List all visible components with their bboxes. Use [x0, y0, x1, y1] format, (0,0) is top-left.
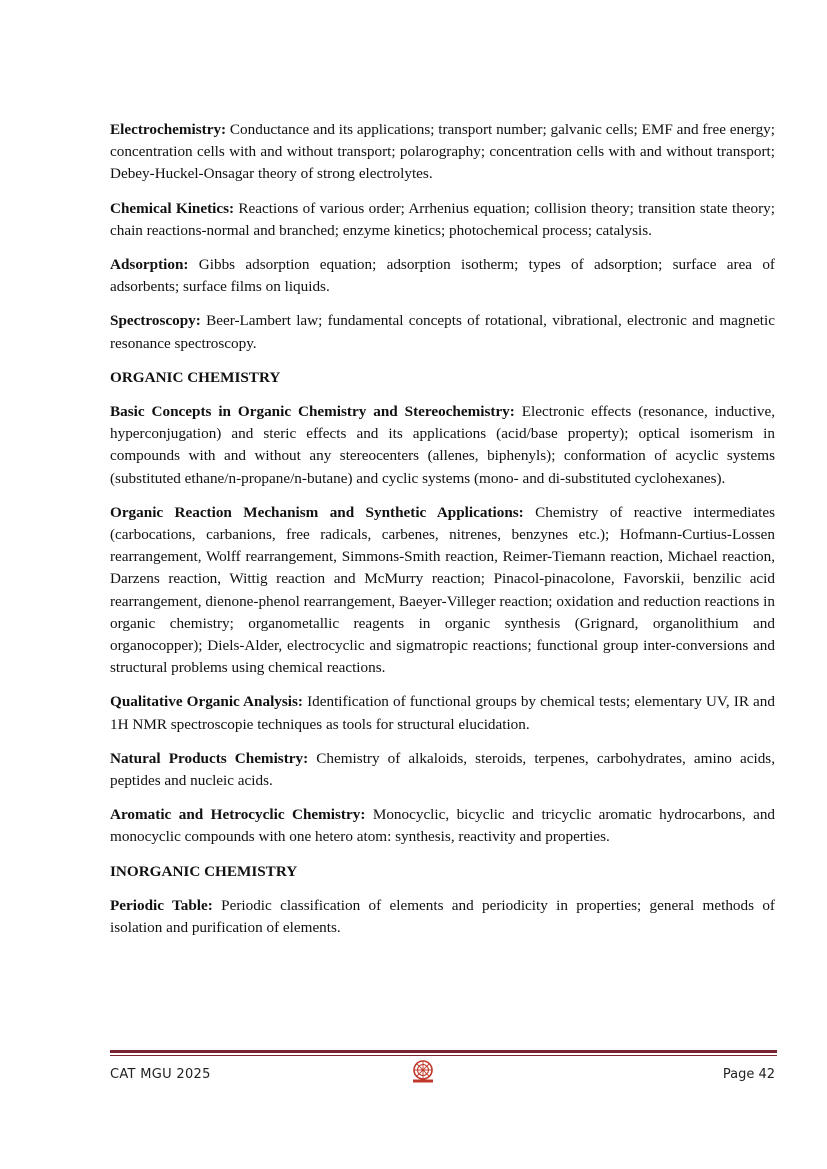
topic-title: Electrochemistry: [110, 121, 227, 138]
topic-paragraph [110, 804, 775, 848]
topic-title: Aromatic and Hetrocyclic Chemistry: [110, 806, 366, 824]
topic-title: Basic Concepts in Organic Chemistry and Stereochemistry: [110, 403, 515, 421]
topic-title: Periodic Table: [110, 896, 213, 914]
topic-paragraph [110, 748, 775, 792]
topic-text: Beer-Lambert law; fundamental concepts of rotational, vibrational, electronic and magnetic resonance spectroscopy. [110, 312, 775, 352]
footer-rule-thick [110, 1050, 777, 1053]
topic-title: Chemical Kinetics: [110, 199, 235, 217]
topic-text: Monocyclic, bicyclic and tricyclic aromatic hydrocarbons, and monocyclic compounds with one hetero atom: synthesis, reactivity and properties. [110, 806, 776, 846]
topic-title: Adsorption: [110, 256, 189, 274]
section-heading: INORGANIC CHEMISTRY [110, 862, 298, 880]
topic-paragraph [110, 198, 775, 242]
topic-text: Identification of functional groups by chemical tests; elementary UV, IR and 1H NMR spectroscopie techniques as tools for structural elucidation. [110, 693, 775, 733]
topic-paragraph [110, 310, 775, 354]
topic-text: Periodic classification of elements and periodicity in properties; general methods of isolation and purification of elements. [110, 896, 775, 937]
topic-paragraph [110, 119, 775, 186]
topic-text: Reactions of various order; Arrhenius equation; collision theory; transition state theory; chain reactions-normal and branched; enzyme kinetics; photochemical process; catalysis. [110, 199, 775, 239]
university-emblem-icon [408, 1058, 438, 1084]
footer-rule-thin [110, 1055, 777, 1056]
topic-paragraph [110, 691, 775, 735]
topic-title: Organic Reaction Mechanism and Synthetic Applications: [110, 503, 524, 521]
topic-text: Chemistry of alkaloids, steroids, terpenes, carbohydrates, amino acids, peptides and nucleic acids. [110, 749, 775, 790]
topic-text: Conductance and its applications; transport number; galvanic cells; EMF and free energy; concentration cells with and without transport; polarography; concentration cells with and without transport; Debey-Huckel-Onsagar theory of strong electrolytes. [110, 121, 775, 183]
topic-text: Electronic effects (resonance, inductive, hyperconjugation) and steric effects and its applications (acid/base property); optical isomerism in compounds with and without any stereocenters (allenes, biphenyls); conformation of acyclic systems (substituted ethane/n-propane/n-butane) and cyclic systems (mono- and di-substituted cyclohexanes). [110, 403, 775, 487]
topic-paragraph [110, 401, 775, 490]
topic-title: Qualitative Organic Analysis: [110, 693, 303, 711]
topic-title: Natural Products Chemistry: [110, 749, 309, 767]
topic-text: Gibbs adsorption equation; adsorption isotherm; types of adsorption; surface area of adsorbents; surface films on liquids. [110, 256, 775, 296]
page-content [110, 119, 775, 951]
topic-paragraph [110, 502, 775, 680]
topic-paragraph [110, 895, 775, 939]
footer-left-text: CAT MGU 2025 [110, 1067, 211, 1082]
page-number: Page 42 [722, 1067, 775, 1082]
topic-title: Spectroscopy: [110, 312, 201, 330]
topic-paragraph [110, 254, 775, 298]
section-heading: ORGANIC CHEMISTRY [110, 368, 281, 386]
topic-text: Chemistry of reactive intermediates (carbocations, carbanions, free radicals, carbenes, nitrenes, benzynes etc.); Hofmann-Curtius-Lossen rearrangement, Wolff rearrangement, Simmons-Smith reaction, Reimer-Tiemann reaction, Michael reaction, Darzens reaction, Wittig reaction and McMurry reaction; Pinacol-pinacolone, Favorskii, benzilic acid rearrangement, dienone-phenol rearrangement, Baeyer-Villeger reaction; oxidation and reduction reactions in organic chemistry; organometallic reagents in organic synthesis (Grignard, organolithium and organocopper); Diels-Alder, electrocyclic and sigmatropic reactions; functional group inter-conversions and structural problems using chemical reactions. [110, 503, 776, 677]
